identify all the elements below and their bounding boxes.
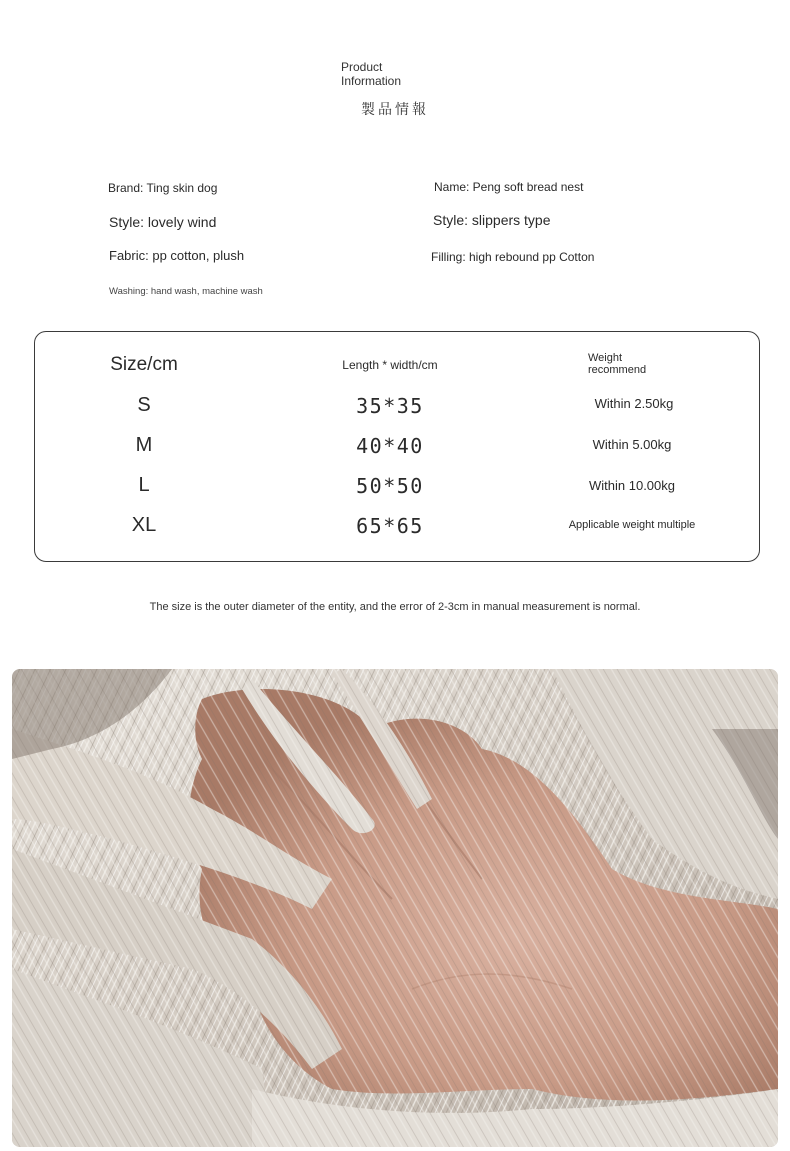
table-row-size: S <box>137 394 151 416</box>
spec-washing: Washing: hand wash, machine wash <box>109 286 263 297</box>
table-row-weight: Within 2.50kg <box>594 396 674 411</box>
table-row-weight: Applicable weight multiple <box>568 519 696 531</box>
spec-filling: Filling: high rebound pp Cotton <box>431 250 595 264</box>
table-row-weight: Within 5.00kg <box>592 437 672 452</box>
table-row-size: M <box>135 434 153 456</box>
table-header-size: Size/cm <box>110 354 178 375</box>
table-row-weight: Within 10.00kg <box>589 478 675 493</box>
table-header-weight <box>588 352 708 376</box>
table-row-dimensions: 35*35 <box>356 394 424 418</box>
product-photo-plush-hand <box>12 669 778 1147</box>
weight-header-line1: Weight <box>588 352 623 364</box>
table-row-dimensions: 65*65 <box>356 514 424 538</box>
spec-fabric: Fabric: pp cotton, plush <box>109 248 245 263</box>
table-row-size: L <box>138 474 150 496</box>
spec-style-right: Style: slippers type <box>433 212 551 228</box>
title-en-line1: Product <box>341 60 383 74</box>
spec-style-left: Style: lovely wind <box>109 214 217 230</box>
spec-name: Name: Peng soft bread nest <box>434 180 584 194</box>
size-note: The size is the outer diameter of the entity, and the error of 2-3cm in manual measurement is normal. <box>149 601 641 613</box>
table-row-dimensions: 40*40 <box>356 434 424 458</box>
table-row-dimensions: 50*50 <box>356 474 424 498</box>
spec-brand: Brand: Ting skin dog <box>108 181 218 195</box>
section-title-en <box>341 60 401 88</box>
title-en-line2: Information <box>341 74 402 88</box>
table-header-dimensions: Length * width/cm <box>342 358 438 372</box>
section-title-jp: 製品情報 <box>361 102 429 118</box>
weight-header-line2: recommend <box>588 364 647 376</box>
table-row-size: XL <box>131 514 157 536</box>
